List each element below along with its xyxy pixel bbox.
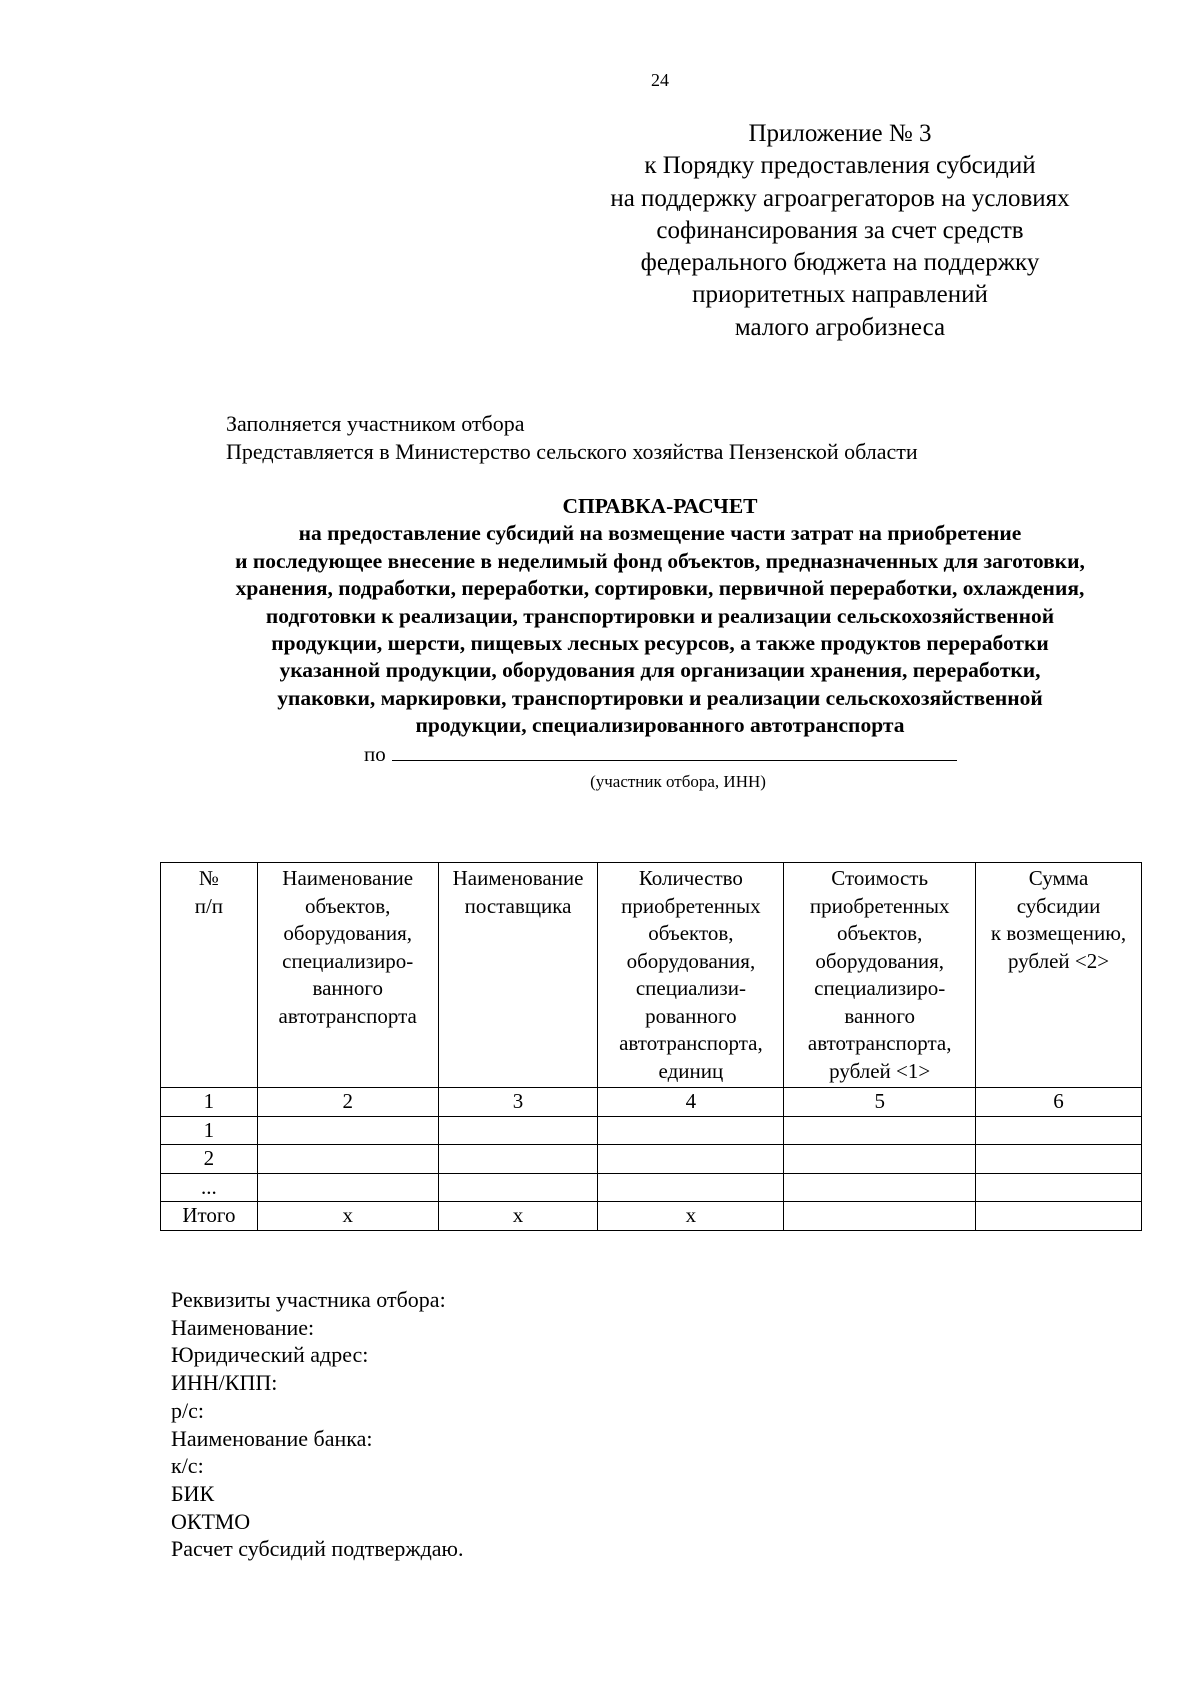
table-cell: 4	[598, 1088, 784, 1117]
participant-hint: (участник отбора, ИНН)	[590, 772, 766, 791]
requisites-line: Расчет субсидий подтверждаю.	[171, 1536, 464, 1562]
header-cell-supplier: Наименование поставщика	[438, 863, 598, 1088]
appendix-line: Приложение № 3	[748, 120, 932, 147]
title-line: продукции, специализированного автотранспорта	[415, 713, 905, 738]
title-line: подготовки к реализации, транспортировки и реализации сельскохозяйственной	[265, 603, 1055, 628]
table-cell	[784, 1116, 976, 1145]
title-line: хранения, подработки, переработки, сортировки, первичной переработки, охлаждения,	[235, 576, 1085, 601]
table-header	[161, 863, 1142, 1088]
table-cell: 1	[161, 1088, 258, 1117]
table-cell: 2	[257, 1088, 438, 1117]
participant-prefix: по	[364, 742, 386, 766]
table-cell	[598, 1116, 784, 1145]
participant-blank-field[interactable]	[392, 744, 957, 761]
table-cell: ...	[161, 1173, 258, 1202]
table-cell	[257, 1145, 438, 1174]
table-cell	[976, 1116, 1142, 1145]
table-cell	[976, 1173, 1142, 1202]
table-cell	[438, 1145, 598, 1174]
title-line: упаковки, маркировки, транспортировки и реализации сельскохозяйственной	[277, 685, 1043, 710]
header-cell-cost: Стоимость приобретенных объектов, оборудования, специализиро- ванного автотранспорта, рублей <1>	[784, 863, 976, 1088]
table-cell	[784, 1173, 976, 1202]
requisites-line: БИК	[171, 1480, 215, 1506]
appendix-line: приоритетных направлений	[692, 281, 988, 309]
table-cell: 3	[438, 1088, 598, 1117]
header-cell-objects: Наименование объектов, оборудования, специализиро- ванного автотранспорта	[257, 863, 438, 1088]
table-cell: х	[438, 1202, 598, 1231]
requisites-line: Юридический адрес:	[171, 1342, 369, 1368]
table-cell	[438, 1116, 598, 1145]
calculation-table	[160, 862, 1142, 1231]
fill-notes	[226, 410, 1126, 466]
table-row-total	[161, 1202, 1142, 1231]
header-cell-subsidy: Сумма субсидии к возмещению, рублей <2>	[976, 863, 1142, 1088]
table-cell: Итого	[161, 1202, 258, 1231]
document-title	[130, 493, 1190, 740]
submitted-to-note: Представляется в Министерство сельского хозяйства Пензенской области	[226, 439, 918, 464]
table-cell	[976, 1202, 1142, 1231]
appendix-line: федерального бюджета на поддержку	[640, 249, 1040, 277]
table-cell	[257, 1173, 438, 1202]
table-row	[161, 1145, 1142, 1174]
table-cell	[976, 1145, 1142, 1174]
title-line: продукции, шерсти, пищевых лесных ресурсов, а также продуктов переработки	[271, 631, 1049, 656]
table-row	[161, 1173, 1142, 1202]
participant-requisites	[171, 1286, 871, 1563]
table-cell: 5	[784, 1088, 976, 1117]
appendix-line: на поддержку агроагрегаторов на условиях	[610, 184, 1070, 212]
table-row	[161, 1116, 1142, 1145]
appendix-line: софинансирования за счет средств	[656, 216, 1024, 244]
header-cell-number: № п/п	[161, 863, 258, 1088]
table-row-column-numbers	[161, 1088, 1142, 1117]
title-line: указанной продукции, оборудования для организации хранения, переработки,	[279, 658, 1041, 683]
requisites-line: ИНН/КПП:	[171, 1370, 278, 1396]
table-cell	[598, 1173, 784, 1202]
filled-by-note: Заполняется участником отбора	[226, 411, 525, 436]
table-cell	[598, 1145, 784, 1174]
table-header-row	[161, 863, 1142, 1088]
requisites-line: ОКТМО	[171, 1508, 251, 1534]
table-body	[161, 1088, 1142, 1231]
title-line: на предоставление субсидий на возмещение части затрат на приобретение	[298, 521, 1022, 546]
appendix-line: к Порядку предоставления субсидий	[644, 152, 1036, 180]
table-cell: х	[257, 1202, 438, 1231]
table-cell	[784, 1145, 976, 1174]
appendix-line: малого агробизнеса	[734, 313, 946, 341]
table-cell	[784, 1202, 976, 1231]
requisites-line: р/с:	[171, 1397, 204, 1423]
table-cell: 6	[976, 1088, 1142, 1117]
table-cell: 2	[161, 1145, 258, 1174]
header-cell-quantity: Количество приобретенных объектов, оборудования, специализи- рованного автотранспорта, единиц	[598, 863, 784, 1088]
requisites-line: к/с:	[171, 1453, 204, 1479]
page-number: 24	[651, 70, 669, 90]
appendix-header	[560, 118, 1120, 344]
table-cell	[257, 1116, 438, 1145]
table-cell: 1	[161, 1116, 258, 1145]
requisites-line: Наименование банка:	[171, 1425, 373, 1451]
requisites-line: Наименование:	[171, 1314, 315, 1340]
requisites-line: Реквизиты участника отбора:	[171, 1287, 446, 1312]
title-line: и последующее внесение в неделимый фонд объектов, предназначенных для заготовки,	[235, 548, 1085, 573]
participant-line	[364, 742, 964, 766]
table-cell	[438, 1173, 598, 1202]
title-heading: СПРАВКА-РАСЧЕТ	[562, 494, 758, 518]
table-cell: х	[598, 1202, 784, 1231]
